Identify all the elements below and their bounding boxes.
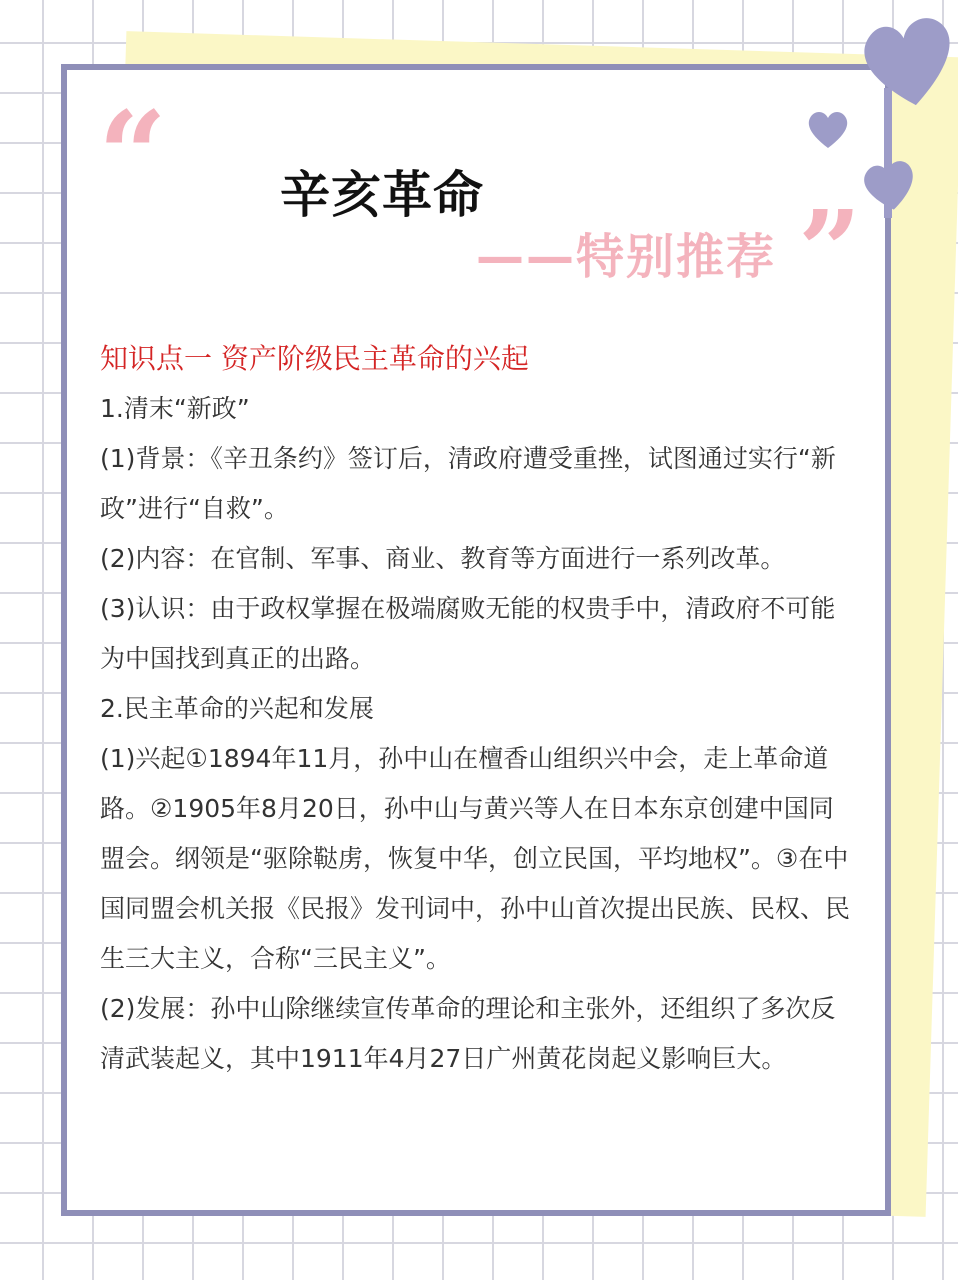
section-heading: 知识点一 资产阶级民主革命的兴起 <box>100 342 529 375</box>
article-body <box>100 334 850 1084</box>
subsection-title: 1.清末“新政” <box>100 394 250 423</box>
paragraph: (3)认识：由于政权掌握在极端腐败无能的权贵手中，清政府不可能为中国找到真正的出路。 <box>100 594 836 673</box>
paragraph: (2)内容：在官制、军事、商业、教育等方面进行一系列改革。 <box>100 544 786 573</box>
paragraph: (2)发展：孙中山除继续宣传革命的理论和主张外，还组织了多次反清武装起义，其中1911年4月27日广州黄花岗起义影响巨大。 <box>100 994 836 1073</box>
paragraph: (1)背景：《辛丑条约》签订后，清政府遭受重挫，试图通过实行“新政”进行“自救”。 <box>100 444 836 523</box>
big-heart-icon <box>860 18 958 113</box>
paragraph: (1)兴起①1894年11月，孙中山在檀香山组织兴中会，走上革命道路。②1905年8月20日，孙中山与黄兴等人在日本东京创建中国同盟会。纲领是“驱除鞑虏，恢复中华，创立民国，平均地权”。③在中国同盟会机关报《民报》发刊词中，孙中山首次提出民族、民权、民生三大主义，合称“三民主义”。 <box>100 744 851 973</box>
heart-string-decoration <box>860 18 958 218</box>
bottom-heart-icon <box>862 159 918 214</box>
small-heart-icon <box>806 108 850 150</box>
subsection-title: 2.民主革命的兴起和发展 <box>100 694 374 723</box>
close-quote-mark: ” <box>798 186 862 315</box>
page-title: 辛亥革命 <box>280 166 484 224</box>
open-quote-mark: “ <box>98 85 168 226</box>
page-subtitle: ——特别推荐 <box>476 229 777 285</box>
